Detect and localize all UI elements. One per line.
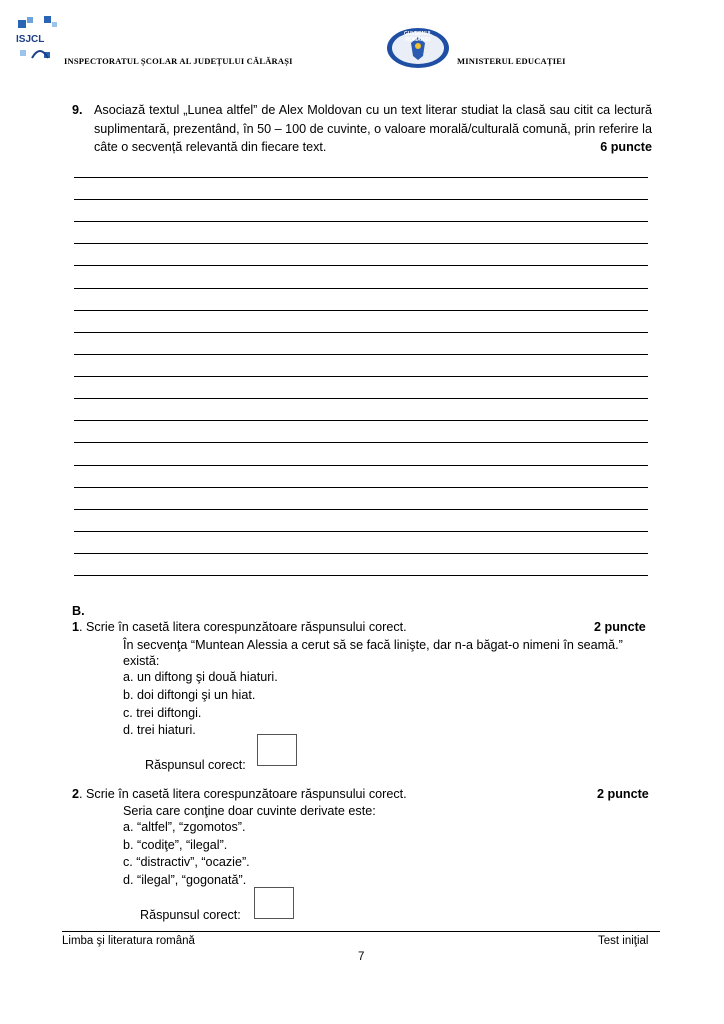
question-b1-points: 2 puncte [594,620,646,634]
question-b2-stem: Seria care conţine doar cuvinte derivate este: [123,804,376,818]
question-b1-answer-box[interactable] [257,734,297,766]
question-b2-number: 2 [72,787,80,801]
isjcl-logo-text: ISJCL [16,34,45,45]
footer-rule [62,931,660,932]
question-b1-option-a: a. un diftong şi două hiaturi. [123,670,278,684]
writing-line[interactable] [74,575,648,576]
writing-line[interactable] [74,243,648,244]
section-b-label: B. [72,604,85,618]
question-b2-answer-label: Răspunsul corect: [140,908,241,922]
ministry-seal [385,26,451,70]
writing-line[interactable] [74,265,648,266]
writing-line[interactable] [74,221,648,222]
writing-line[interactable] [74,531,648,532]
header-ministry-title: MINISTERUL EDUCAȚIEI [457,56,566,66]
writing-line[interactable] [74,354,648,355]
question-b1-instruction: 1. Scrie în casetă litera corespunzătoare răspunsului corect. [72,620,407,634]
writing-line[interactable] [74,465,648,466]
writing-line[interactable] [74,487,648,488]
writing-line[interactable] [74,177,648,178]
question-9-number: 9. [72,103,83,117]
ministry-seal-text: GUVERNUL ROMÂNIEI [403,31,433,43]
question-b1-stem-line1: În secvenţa “Muntean Alessia a cerut să se facă linişte, dar n-a băgat-o nimeni în seamă.” [123,638,623,652]
question-b1-number: 1 [72,620,80,634]
writing-line[interactable] [74,398,648,399]
question-b2-points: 2 puncte [597,787,649,801]
question-b2-instruction: 2. Scrie în casetă litera corespunzătoare răspunsului corect. [72,787,407,801]
footer-subject: Limba şi literatura română [62,935,195,947]
writing-line[interactable] [74,420,648,421]
writing-line[interactable] [74,442,648,443]
question-b2-option-d: d. “ilegal”, “gogonată”. [123,873,247,887]
question-b2-option-a: a. “altfel”, “zgomotos”. [123,820,246,834]
writing-line[interactable] [74,553,648,554]
writing-line[interactable] [74,332,648,333]
footer-test-type: Test iniţial [598,935,649,947]
writing-line[interactable] [74,199,648,200]
page-number: 7 [358,951,365,963]
question-9-points: 6 puncte [600,140,652,154]
writing-line[interactable] [74,376,648,377]
question-9-text: Asociază textul „Lunea altfel” de Alex Moldovan cu un text literar studiat la clasă sau citit ca lectură suplimentară, prezentând, în 50 – 100 de cuvinte, o valoare morală/culturală comună, prin referire la câte o secvență relevantă din fiecare text. [94,103,652,154]
question-b1-option-d: d. trei hiaturi. [123,723,196,737]
writing-line[interactable] [74,509,648,510]
header-inspectorate-title: INSPECTORATUL ȘCOLAR AL JUDEȚULUI CĂLĂRAȘI [64,56,293,66]
question-b1-option-b: b. doi diftongi şi un hiat. [123,688,256,702]
question-b2-option-c: c. “distractiv”, “ocazie”. [123,855,250,869]
question-b2-answer-box[interactable] [254,887,294,919]
isjcl-logo [14,14,62,62]
question-9 [72,101,652,157]
writing-line[interactable] [74,288,648,289]
writing-line[interactable] [74,310,648,311]
question-b1-answer-label: Răspunsul corect: [145,758,246,772]
question-b1-option-c: c. trei diftongi. [123,706,202,720]
question-b2-option-b: b. “codiţe”, “ilegal”. [123,838,228,852]
question-b1-stem-line2: există: [123,654,160,668]
